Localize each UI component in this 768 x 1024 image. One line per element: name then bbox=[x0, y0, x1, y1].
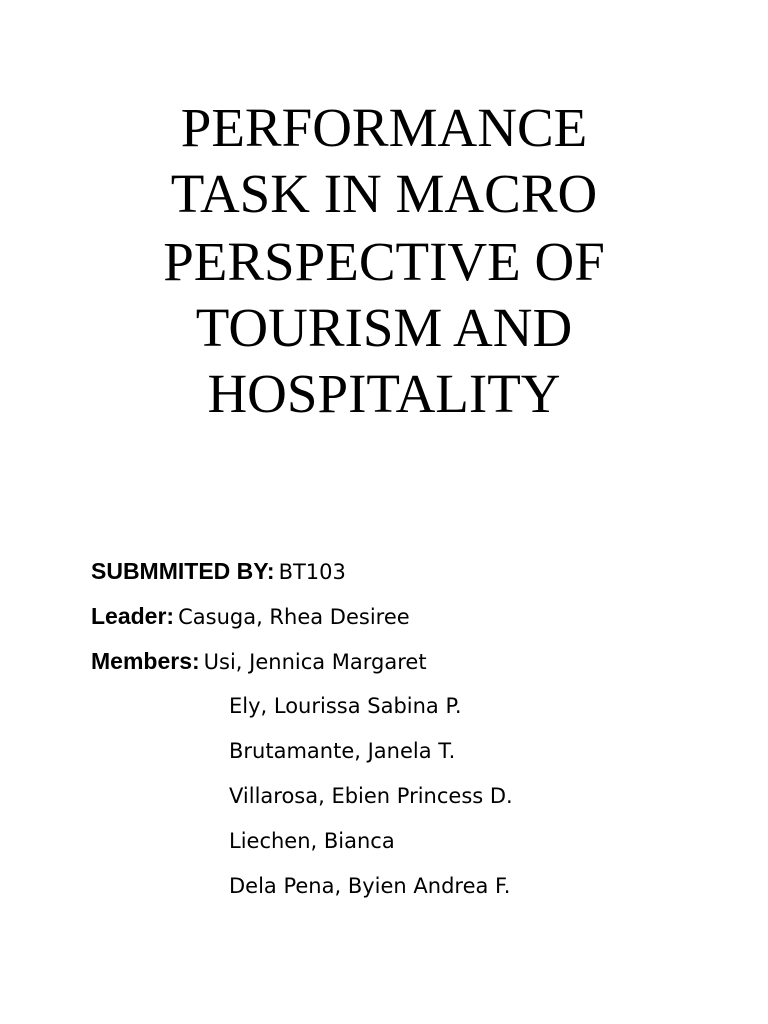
member-name: Liechen, Bianca bbox=[229, 829, 395, 853]
member-row bbox=[91, 690, 751, 735]
submitted-by-label: SUBMMITED BY: bbox=[91, 558, 275, 584]
title-line-2: TASK IN MACRO bbox=[170, 163, 598, 224]
member-name: Ely, Lourissa Sabina P. bbox=[229, 694, 462, 718]
members-row bbox=[91, 645, 751, 690]
leader-row bbox=[91, 600, 751, 645]
submitted-by-value: BT103 bbox=[278, 560, 346, 584]
group-info bbox=[91, 555, 751, 915]
member-row bbox=[91, 735, 751, 780]
member-row bbox=[91, 870, 751, 915]
leader-label: Leader: bbox=[91, 603, 175, 629]
submitted-by-row bbox=[91, 555, 751, 600]
title-line-1: PERFORMANCE bbox=[180, 97, 588, 158]
member-name: Dela Pena, Byien Andrea F. bbox=[229, 874, 511, 898]
member-row bbox=[91, 825, 751, 870]
title-line-4: TOURISM AND bbox=[195, 297, 573, 358]
document-title bbox=[0, 97, 768, 432]
title-line-5: HOSPITALITY bbox=[207, 363, 561, 424]
members-label: Members: bbox=[91, 648, 200, 674]
member-name: Usi, Jennica Margaret bbox=[203, 650, 427, 674]
leader-value: Casuga, Rhea Desiree bbox=[178, 605, 410, 629]
member-name: Brutamante, Janela T. bbox=[229, 739, 456, 763]
title-line-3: PERSPECTIVE OF bbox=[163, 231, 605, 292]
member-name: Villarosa, Ebien Princess D. bbox=[229, 784, 513, 808]
member-row bbox=[91, 780, 751, 825]
